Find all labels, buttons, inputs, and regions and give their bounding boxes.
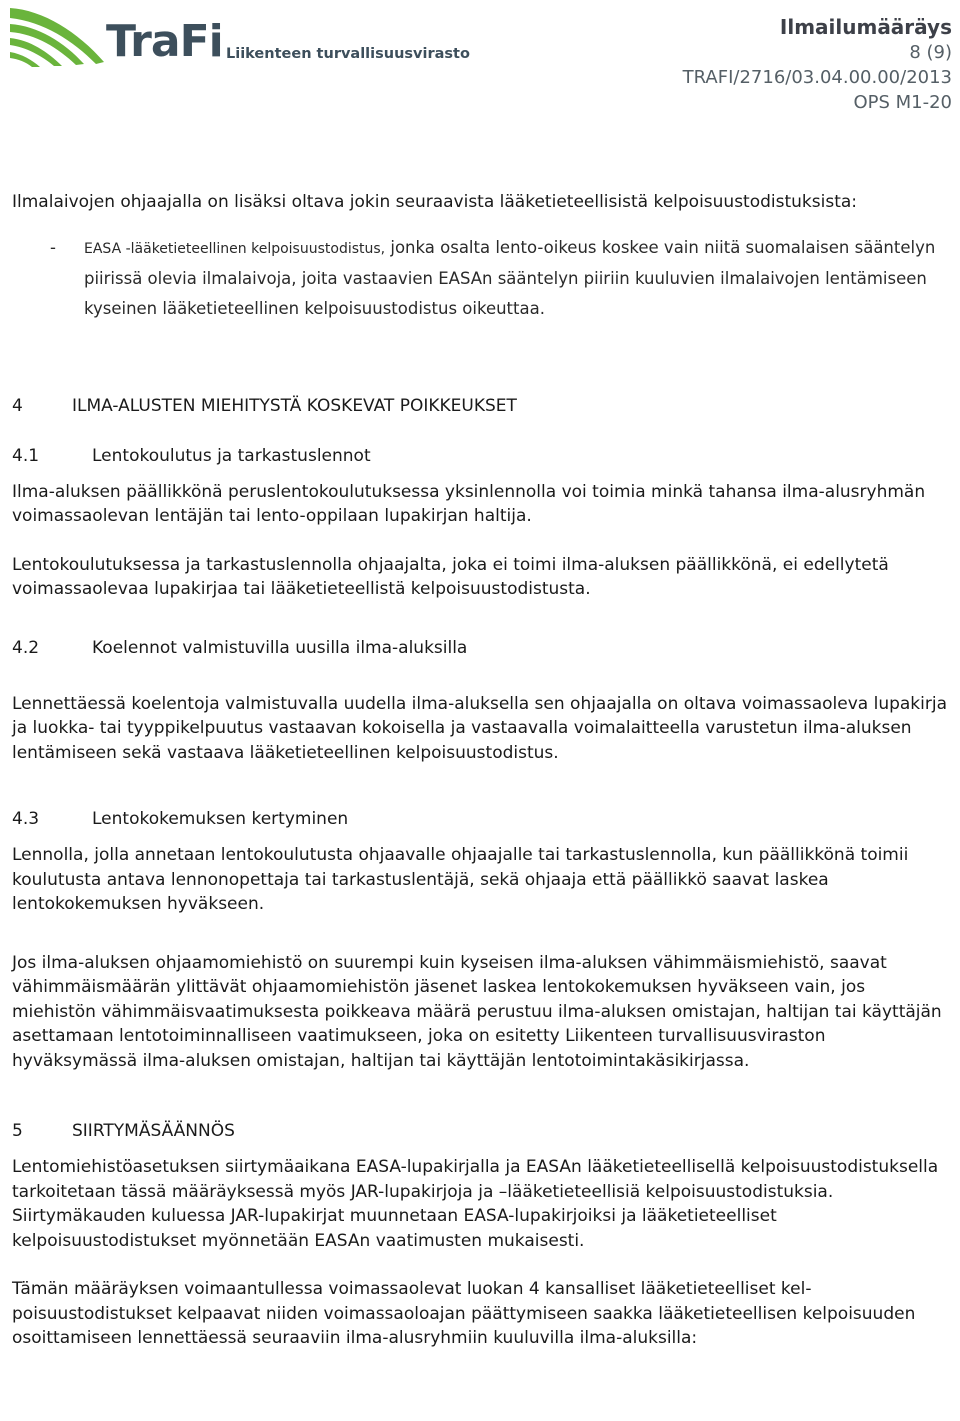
- document-reference: TRAFI/2716/03.04.00.00/2013: [682, 67, 952, 88]
- subsection-title: Lentokokemuksen kertyminen: [92, 809, 349, 829]
- paragraph: Jos ilma-aluksen ohjaamomiehistö on suurempi kuin kyseisen ilma-aluksen vähimmäismiehistö, saavat vähimmäismäärän ylittävät ohjaamomiehistön jäsenet laskea lentokokemuksen hyväkseen vain, jos miehistön vähimmäisvaatimuksesta poikkeava määrä perustuu ilma-aluksen omistajan, haltijan tai käyttäjän asettamaan lentotoiminnalliseen vaatimukseen, joka on esitetty Liikenteen turvallisuusviraston hyväksymässä ilma-aluksen omistajan, haltijan tai käyttäjän lentotoimintakäsikirjassa.: [12, 952, 942, 1071]
- paragraph: Tämän määräyksen voimaantullessa voimassaolevat luokan 4 kansalliset lääketieteelliset kelpoisuustodistukset kelpaavat niiden voimassaoloajan päättymiseen saakka lääketieteellisen kelpoisuuden osoittamiseen lennettäessä seuraaviin ilma-alusryhmiin kuuluvilla ilma-aluksilla:: [12, 1279, 916, 1348]
- section-title: SIIRTYMÄSÄÄNNÖS: [72, 1121, 235, 1141]
- document-meta: [683, 14, 952, 115]
- list-item: [12, 233, 947, 324]
- subsection-number: 4.1: [12, 445, 40, 466]
- list-dash: -: [50, 237, 56, 257]
- section-5-heading: [12, 1119, 947, 1143]
- subsection-title: Koelennot valmistuvilla uusilla ilma-aluksilla: [92, 637, 468, 658]
- paragraph: Lentokoulutuksessa ja tarkastuslennolla ohjaajalta, joka ei toimi ilma-aluksen päällikkönä, ei edellytetä voimassaolevaa lupakirjaa tai lääketieteellistä kelpoisuustodistusta.: [12, 554, 889, 599]
- trafi-logo: [8, 2, 470, 72]
- section-title: ILMA-ALUSTEN MIEHITYSTÄ KOSKEVAT POIKKEUKSET: [72, 395, 517, 416]
- paragraph: Lennolla, jolla annetaan lentokoulutusta ohjaavalle ohjaajalle tai tarkastuslennolla, kun päällikkönä toimii koulutusta antava lennonopettaja tai tarkastuslentäjä, sekä ohjaaja että päällikkö saavat laskea lentokokemuksen hyväkseen.: [12, 845, 909, 914]
- paragraph: Ilma-aluksen päällikkönä peruslentokoulutuksessa yksinlennolla voi toimia minkä tahansa ilma-alusryhmän voimassaolevan lentäjän tai lento-oppilaan lupakirjan haltija.: [12, 481, 926, 526]
- paragraph: Lentomiehistöasetuksen siirtymäaikana EASA-lupakirjalla ja EASAn lääketieteellisellä kelpoisuustodistuksella tarkoitetaan tässä määräyksessä myös JAR-lupakirjoja ja –lääketieteellisiä kelpoisuustodistuksia. Siirtymäkauden kuluessa JAR-lupakirjat muunnetaan EASA-lupakirjoiksi ja lääketieteelliset kelpoisuustodistukset myönnetään EASAn vaatimusten mukaisesti.: [12, 1157, 939, 1251]
- section-number: 5: [12, 1121, 23, 1141]
- subsection-4-1-heading: [12, 444, 947, 468]
- subsection-4-2-heading: [12, 636, 947, 660]
- list-item-lead: EASA -lääketieteellinen kelpoisuustodistus,: [84, 240, 386, 257]
- document-type: Ilmailumääräys: [779, 15, 952, 39]
- document-body: [12, 190, 947, 1351]
- list-item-text: jonka osalta lento-oikeus koskee vain niitä suomalaisen sääntelyn piirissä olevia ilmalaivoja, joita vastaavien EASAn sääntelyn piiriin kuuluvien ilmalaivojen lentämiseen kyseinen lääketieteellinen kelpoisuustodistus oikeuttaa.: [84, 237, 936, 318]
- subsection-number: 4.3: [12, 809, 40, 829]
- logo-tagline: Liikenteen turvallisuusvirasto: [226, 46, 470, 62]
- paragraph: Lennettäessä koelentoja valmistuvalla uudella ilma-aluksella sen ohjaajalla on oltava voimassaoleva lupakirja ja luokka- tai tyyppikelpuutus vastaavan kokoisella ja vastaavalla voimalaitteella varustetun ilma-aluksen lentämiseen sekä vastaava lääketieteellinen kelpoisuustodistus.: [12, 693, 948, 763]
- logo-brand-text: TraFi: [106, 16, 223, 67]
- subsection-title: Lentokoulutus ja tarkastuslennot: [92, 445, 371, 466]
- subsection-4-3-heading: [12, 807, 947, 831]
- subsection-number: 4.2: [12, 637, 40, 658]
- section-4-heading: [12, 394, 947, 418]
- document-code: OPS M1-20: [853, 92, 952, 113]
- section-number: 4: [12, 395, 23, 416]
- page-number: 8 (9): [909, 42, 952, 63]
- intro-paragraph: Ilmalaivojen ohjaajalla on lisäksi oltava jokin seuraavista lääketieteellisistä kelpoisuustodistuksista:: [12, 192, 858, 212]
- swoosh-logo-icon: [8, 2, 108, 72]
